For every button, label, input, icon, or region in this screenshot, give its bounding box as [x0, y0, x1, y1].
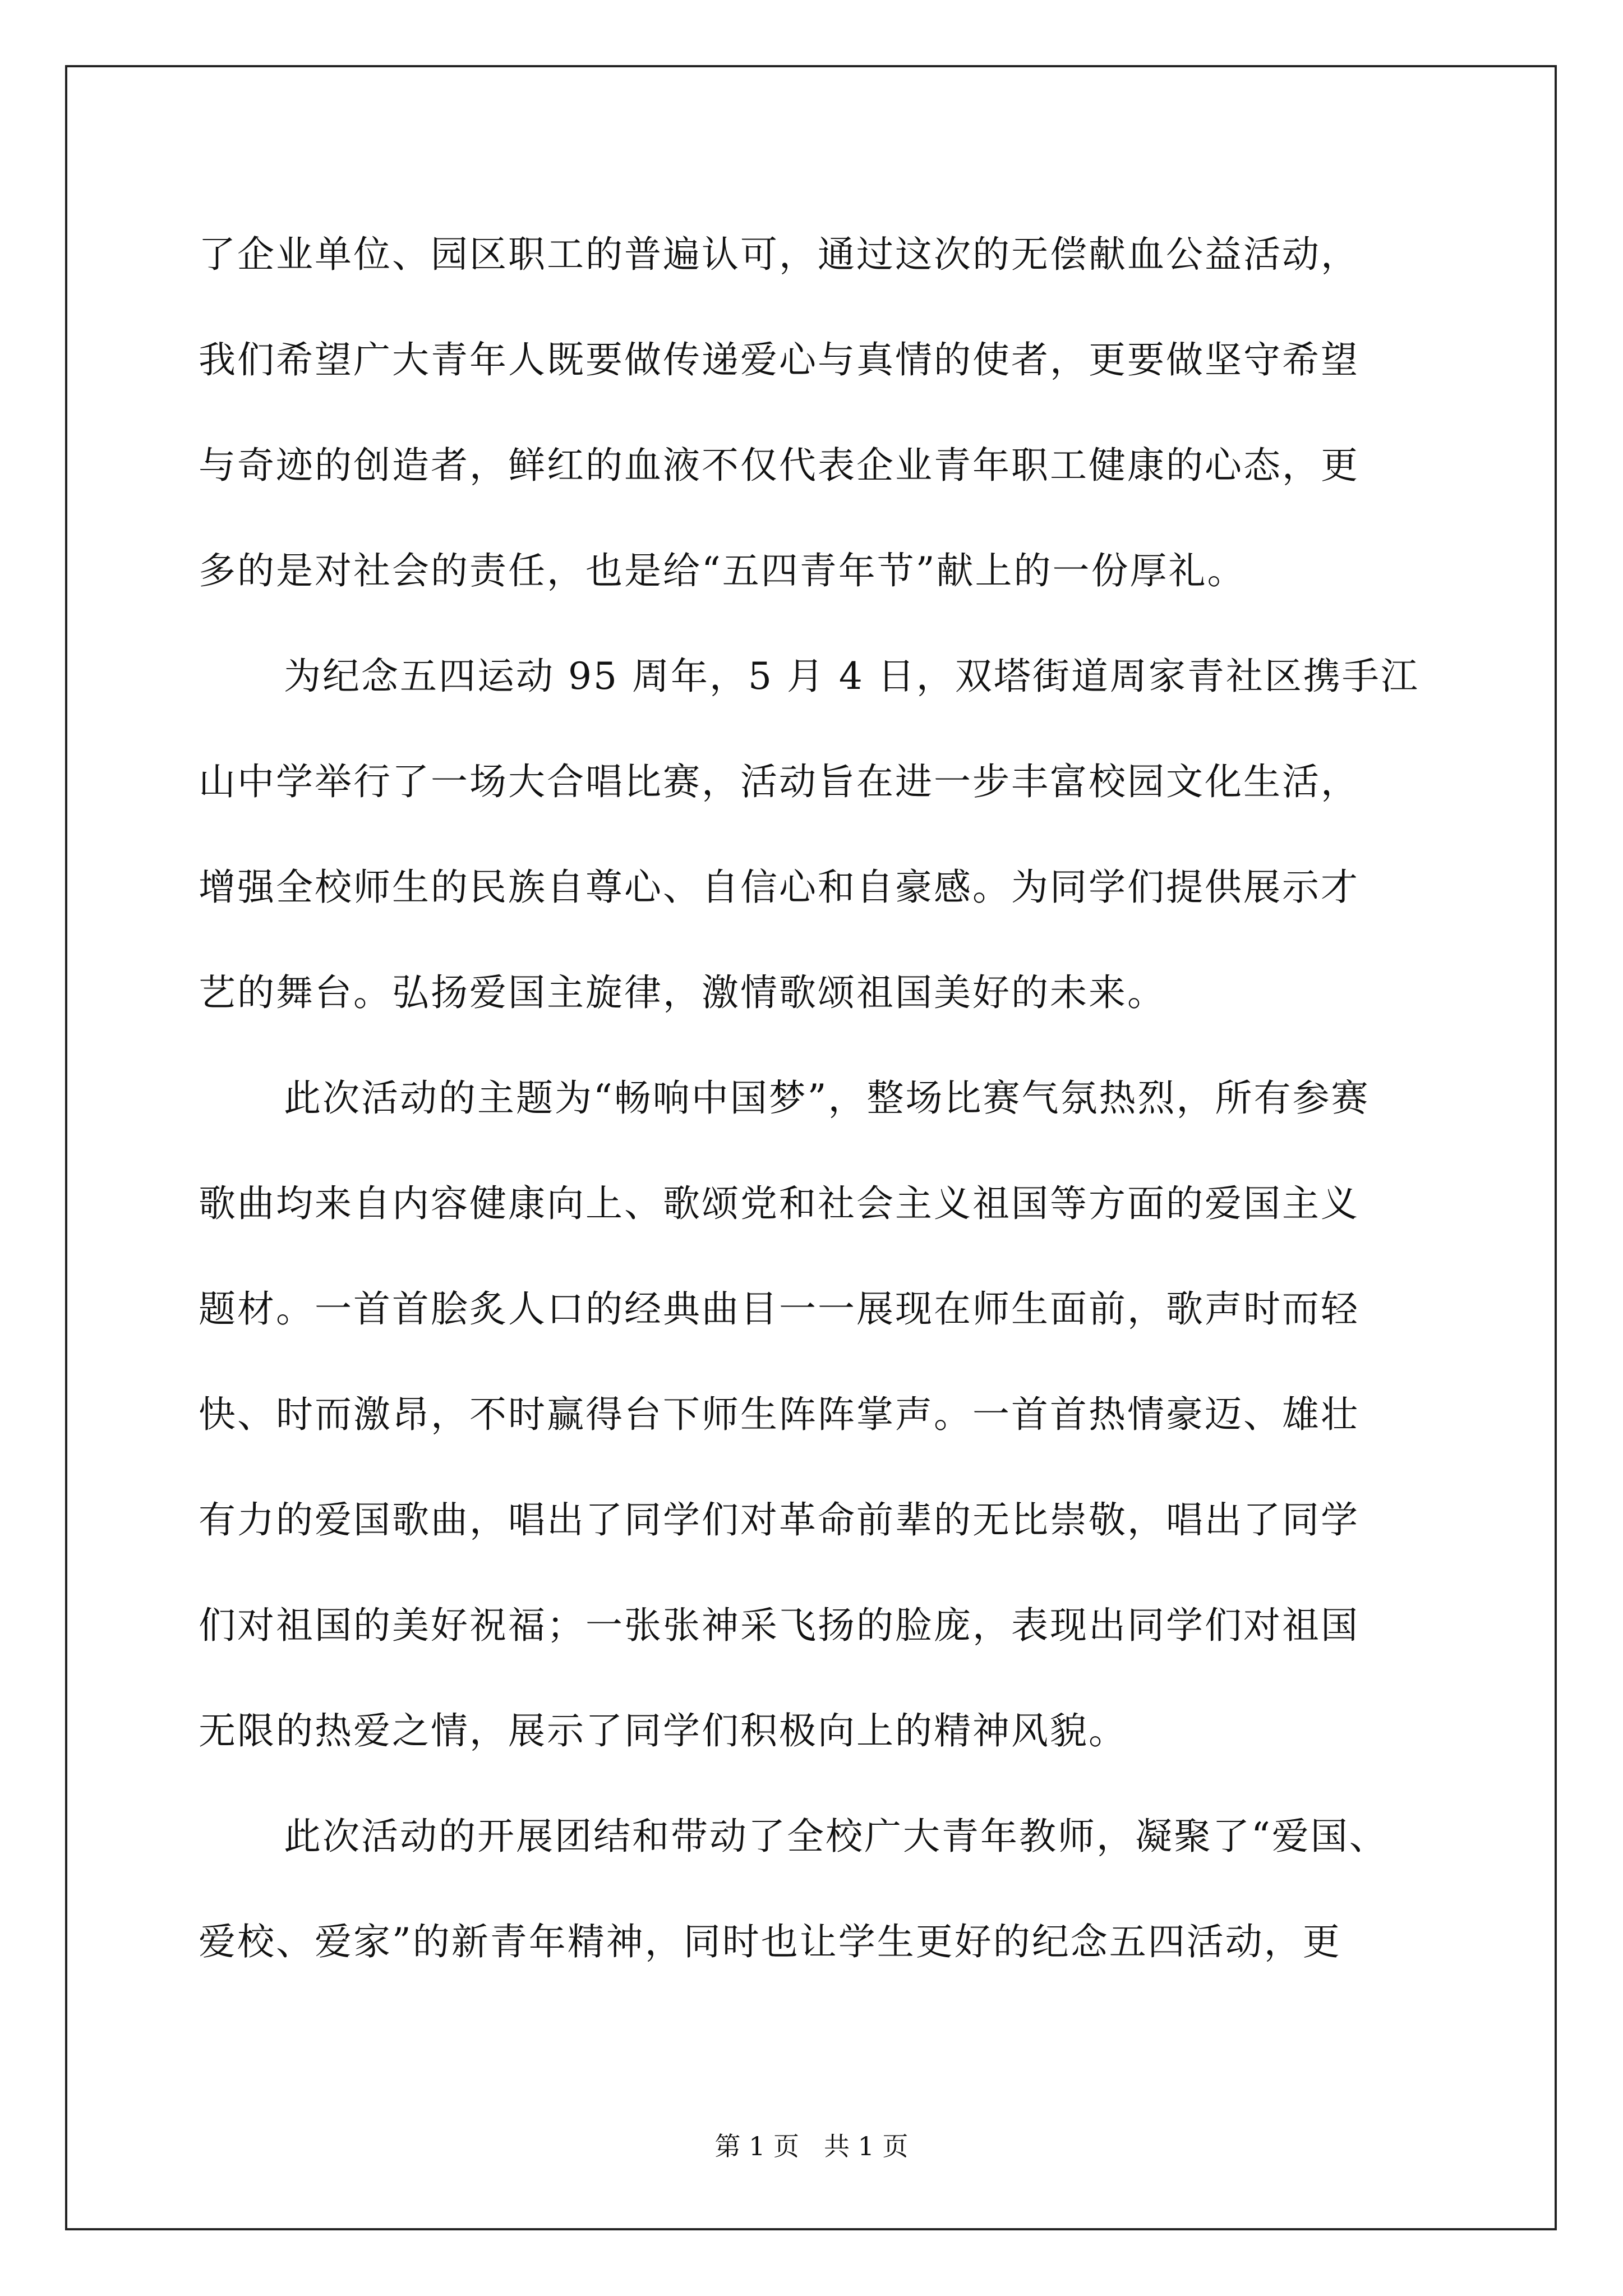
- text-line: 此次活动的开展团结和带动了全校广大青年教师，凝聚了“爱国、: [284, 1815, 1388, 1858]
- text-line: 了企业单位、园区职工的普遍认可，通过这次的无偿献血公益活动，: [199, 233, 1359, 276]
- text-line: 有力的爱国歌曲，唱出了同学们对革命前辈的无比崇敬，唱出了同学: [199, 1498, 1359, 1542]
- text-line: 我们希望广大青年人既要做传递爱心与真情的使者，更要做坚守希望: [199, 338, 1359, 381]
- text-line: 山中学举行了一场大合唱比赛，活动旨在进一步丰富校园文化生活，: [199, 760, 1359, 803]
- page-number: 第 1 页: [714, 2131, 799, 2161]
- page-footer: [0, 2129, 1623, 2163]
- text-line: 快、时而激昂，不时赢得台下师生阵阵掌声。一首首热情豪迈、雄壮: [199, 1393, 1359, 1436]
- text-line: 题材。一首首脍炙人口的经典曲目一一展现在师生面前，歌声时而轻: [199, 1287, 1359, 1331]
- page-total: 共 1 页: [824, 2131, 909, 2161]
- text-line: 增强全校师生的民族自尊心、自信心和自豪感。为同学们提供展示才: [199, 866, 1359, 909]
- text-line: 为纪念五四运动 95 周年，5 月 4 日，双塔街道周家青社区携手江: [284, 655, 1419, 698]
- text-line: 们对祖国的美好祝福；一张张神采飞扬的脸庞，表现出同学们对祖国: [199, 1604, 1359, 1647]
- text-line: 艺的舞台。弘扬爱国主旋律，激情歌颂祖国美好的未来。: [199, 971, 1166, 1014]
- text-line: 爱校、爱家”的新青年精神，同时也让学生更好的纪念五四活动，更: [199, 1920, 1341, 1963]
- text-line: 歌曲均来自内容健康向上、歌颂党和社会主义祖国等方面的爱国主义: [199, 1182, 1359, 1225]
- text-line: 多的是对社会的责任，也是给“五四青年节”献上的一份厚礼。: [199, 549, 1246, 592]
- text-line: 无限的热爱之情，展示了同学们积极向上的精神风貌。: [199, 1709, 1127, 1752]
- text-line: 此次活动的主题为“畅响中国梦”，整场比赛气氛热烈，所有参赛: [284, 1076, 1370, 1120]
- text-line: 与奇迹的创造者，鲜红的血液不仅代表企业青年职工健康的心态，更: [199, 444, 1359, 487]
- document-body: [199, 202, 1422, 1995]
